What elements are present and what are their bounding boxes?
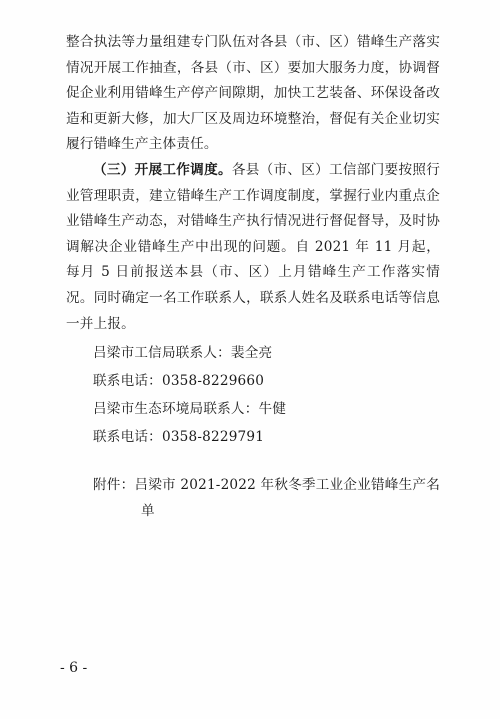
contact-line-3: 吕梁市生态环境局联系人：牛健 (93, 401, 287, 418)
document-body (66, 30, 440, 524)
contact-line-2: 联系电话：0358-8229660 (93, 373, 265, 390)
attachment-note (66, 473, 440, 524)
paragraph-section-3 (66, 158, 440, 337)
attachment-label: 附件： (93, 477, 135, 494)
section-3-body: 各县（市、区）工信部门要按照行业管理职责，建立错峰生产工作调度制度，掌握行业内重点企业错峰生产动态，对错峰生产执行情况进行督促督导，及时协调解决企业错峰生产中出现的问题。自 2021 年 11 月起，每月 5 日前报送本县（市、区）上月错峰生产工作落实情况。同时确定一名工作联系人，联系人姓名及联系电话等信息一并上报。 (66, 161, 441, 332)
attachment-title: 吕梁市 2021-2022 年秋冬季工业企业错峰生产名单 (134, 477, 441, 519)
contact-line-1: 吕梁市工信局联系人：裴全亮 (93, 345, 273, 362)
page-number: - 6 - (60, 660, 88, 676)
paragraph-continuation: 整合执法等力量组建专门队伍对各县（市、区）错峰生产落实情况开展工作抽查，各县（市、区）要加大服务力度，协调督促企业利用错峰生产停产间隙期，加快工艺装备、环保设备改造和更新大修，加大厂区及周边环境整治，督促有关企业切实履行错峰生产主体责任。 (66, 34, 440, 153)
contact-line-4: 联系电话：0358-8229791 (93, 429, 265, 446)
section-3-heading: （三）开展工作调度。 (93, 161, 232, 178)
